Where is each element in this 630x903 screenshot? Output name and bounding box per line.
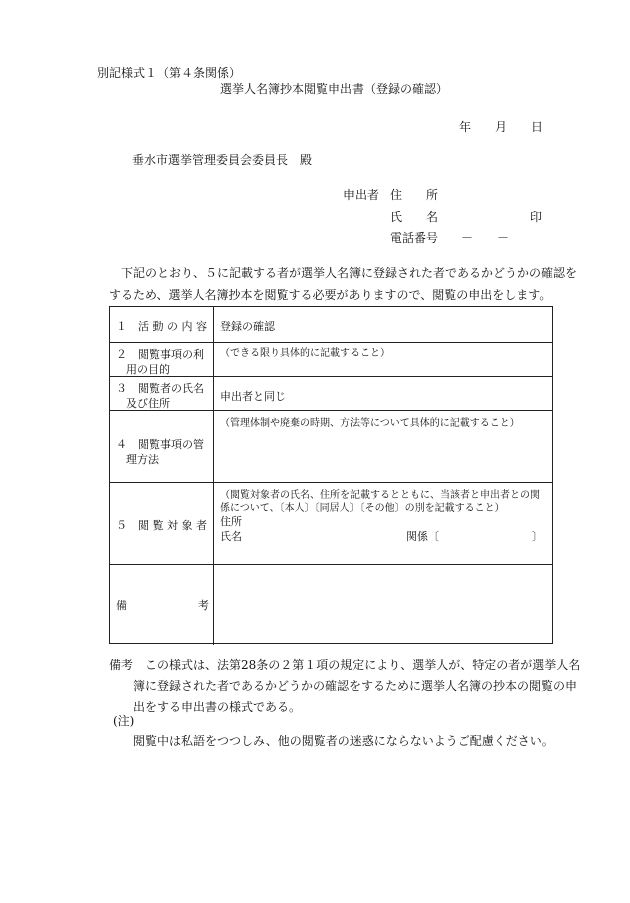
row-label-cell	[110, 411, 214, 482]
date-month: 月	[495, 120, 508, 134]
row-label: ２ 閲覧事項の利	[116, 348, 204, 361]
applicant-phone-label: 電話番号	[390, 231, 439, 245]
row-label: 理方法	[126, 453, 159, 466]
row-activity	[110, 307, 552, 343]
date-day: 日	[531, 120, 544, 134]
row-label-cell	[110, 343, 214, 376]
applicant-address-label: 住 所	[390, 188, 439, 202]
activity-value: 登録の確認	[220, 320, 275, 333]
target-address-label: 住所	[220, 515, 242, 528]
target-name-label: 氏名	[220, 530, 242, 543]
row-viewer	[110, 377, 552, 411]
row-remarks	[110, 565, 552, 645]
intro-line: 下記のとおり、５に記載する者が選挙人名簿に登録された者であるかどうかの確認を	[121, 266, 578, 280]
relation-bracket-close: 〕	[532, 530, 543, 543]
cell-instruction: （できる限り具体的に記載すること）	[220, 348, 390, 359]
phone-separator: －	[461, 231, 474, 245]
row-label-cell	[110, 483, 214, 564]
applicant-role: 申出者	[343, 188, 380, 202]
viewer-value: 申出者と同じ	[220, 390, 286, 403]
row-label: ５ 閲 覧 対 象 者	[116, 519, 207, 532]
seal-mark: 印	[530, 210, 543, 224]
date-year: 年	[459, 120, 472, 134]
row-value-cell	[214, 307, 552, 342]
row-label-cell	[110, 377, 214, 410]
form-title: 選挙人名簿抄本閲覧申出書（登録の確認）	[220, 82, 449, 96]
intro-line: するため、選挙人名簿抄本を閲覧する必要がありますので、閲覧の申出をします。	[109, 288, 552, 302]
note-heading: (注)	[113, 714, 135, 728]
row-value-cell	[214, 377, 552, 410]
row-label: 備	[116, 599, 127, 612]
row-label: 用の目的	[126, 363, 170, 376]
cell-instruction: 係について、〔本人〕〔同居人〕〔その他〕の別を記載すること）	[220, 503, 505, 514]
remark-line: 簿に登録された者であるかどうかの確認をするために選挙人名簿の抄本の閲覧の申	[133, 679, 578, 693]
row-label: ４ 閲覧事項の管	[116, 438, 204, 451]
row-target	[110, 483, 552, 565]
remark-line: 備考 この様式は、法第28条の２第１項の規定により、選挙人が、特定の者が選挙人名	[109, 658, 581, 672]
row-value-cell	[214, 483, 552, 564]
row-management	[110, 411, 552, 483]
row-label-cell	[110, 307, 214, 342]
application-table	[109, 306, 553, 644]
addressee: 垂水市選挙管理委員会委員長 殿	[132, 153, 313, 167]
row-purpose	[110, 343, 552, 377]
remarks-value-cell	[214, 565, 552, 645]
cell-instruction: （閲覧対象者の氏名、住所を記載するとともに、当該者と申出者との関	[220, 490, 540, 501]
note-text: 閲覧中は私語をつつしみ、他の閲覧者の迷惑にならないようご配慮ください。	[133, 734, 554, 748]
remark-line: 出をする申出書の様式である。	[133, 700, 302, 714]
applicant-name-label: 氏 名	[390, 210, 439, 224]
row-label: 考	[198, 599, 209, 612]
row-value-cell	[214, 343, 552, 376]
row-label: １ 活 動 の 内 容	[116, 320, 207, 333]
form-number: 別記様式１（第４条関係）	[97, 66, 242, 80]
row-label-cell	[110, 565, 214, 645]
relation-label: 関係〔	[406, 530, 439, 543]
row-label: ３ 閲覧者の氏名	[116, 382, 204, 395]
row-label: 及び住所	[126, 397, 170, 410]
row-value-cell	[214, 411, 552, 482]
cell-instruction: （管理体制や廃棄の時期、方法等について具体的に記載すること）	[220, 418, 520, 429]
phone-separator: －	[497, 231, 510, 245]
